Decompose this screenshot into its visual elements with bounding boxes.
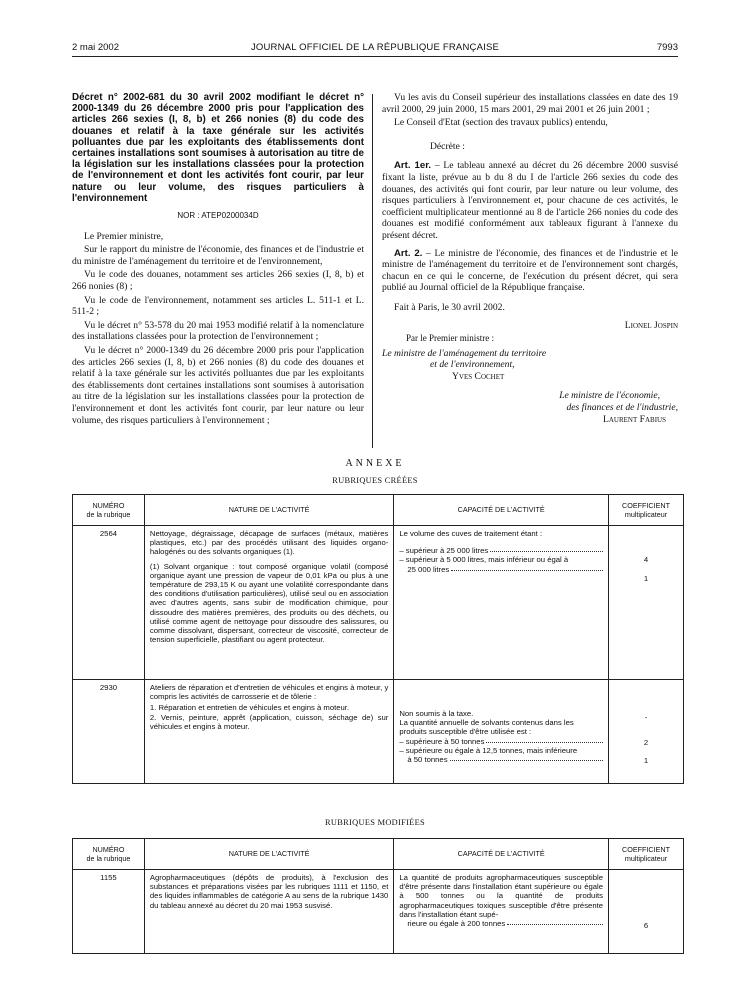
nature-cell (144, 870, 393, 954)
coefficient-value: 6 (643, 921, 649, 930)
col-header-numero-1: NUMÉRO (92, 844, 125, 854)
signature-jospin: Lionel Jospin (624, 319, 678, 331)
col-header-nature: NATURE DE L'ACTIVITÉ (144, 839, 393, 870)
coefficient-cell (609, 526, 684, 680)
minister-env-line-1: Le ministre de l'aménagement du territoire (382, 347, 547, 359)
dot-leader (450, 755, 603, 761)
col-header-coefficient (609, 495, 684, 526)
rubriques-creees-title: RUBRIQUES CRÉÉES (332, 476, 418, 485)
col-header-capacite: CAPACITÉ DE L'ACTIVITÉ (394, 495, 609, 526)
capacite-line: La quantité annuelle de solvants contenus dans les produits susceptible d'être utilisée est : (399, 718, 574, 737)
paragraph: Sur le rapport du ministre de l'économie, des finances et de l'industrie et du ministre de l'aménagement du territoire et de l'environnement, (72, 244, 364, 267)
nature-text: 2. Vernis, peinture, apprêt (application, cuisson, séchage de) sur véhicules et engins à moteur. (149, 712, 389, 731)
header-date: 2 mai 2002 (72, 42, 120, 53)
col-header-coef-1: COEFFICIENT (622, 844, 670, 854)
capacite-text: rieure ou égale à 200 tonnes (407, 919, 506, 929)
nature-cell (144, 526, 393, 680)
capacite-line: La quantité de produits agropharmaceutiques susceptible d'être présente dans l'installation étant supérieure ou égale à 500 tonnes ou la quantité de produits agropharmaceutiques toxiques susceptible d'être présente dans l'installation étant supé- (399, 873, 604, 919)
minister-env-line-2: et de l'environnement, (430, 359, 515, 371)
rubriques-creees-table (72, 494, 684, 784)
capacite-text: 25 000 litres (407, 564, 450, 574)
fait-a-paris: Fait à Paris, le 30 avril 2002. (394, 301, 505, 313)
header-page-number: 7993 (656, 42, 678, 53)
capacite-line (399, 565, 603, 574)
col-header-nature: NATURE DE L'ACTIVITÉ (144, 495, 393, 526)
capacite-head: Le volume des cuves de traitement étant : (399, 529, 543, 538)
rubriques-modifiees-table (72, 838, 684, 954)
capacite-line: Non soumis à la taxe. (399, 709, 474, 718)
nature-text: 1. Réparation et entretien de véhicules et engins à moteur. (149, 703, 350, 713)
capacite-text: – supérieure à 50 tonnes (399, 736, 485, 746)
nature-text: Nettoyage, dégraissage, décapage de surfaces (métaux, matières plastiques, etc.) par des procédés utilisant des liquides organo-halogénés ou des solvants organiques (1). (149, 529, 389, 557)
col-header-coef-2: multiplicateur (624, 510, 668, 519)
rubrique-number: 2564 (73, 526, 145, 680)
table-row (73, 526, 684, 680)
capacite-cell (394, 526, 609, 680)
par-le-premier-ministre: Par le Premier ministre : (406, 333, 494, 344)
article-2-text: – Le ministre de l'économie, des finances et de l'industrie et le ministre de l'aménagement du territoire et de l'environnement sont chargés, chacun en ce qui le concerne, de l'exécution du présent décret, qui sera publié au Journal officiel de la République française. (382, 247, 678, 294)
coefficient-cell (609, 870, 684, 954)
nature-text: Ateliers de réparation et d'entretien de véhicules et engins à moteur, y compris les activités de carrosserie et de tôlerie : (149, 683, 389, 702)
paragraph: Vu le décret n° 2000-1349 du 26 décembre 2000 pris pour l'application des articles 266 sexies (I, 8, b) et 266 nonies (8) du code des douanes et relatif à la taxe générale sur les activités polluantes due par les exploitants des établissements dont certaines installations sont soumises à autorisation au titre de la législation sur les installations classées pour la protection de l'environnement et dont les activités font courir, par leur nature ou leur volume, des risques particuliers à l'environnement ; (72, 344, 364, 426)
header-journal-title: JOURNAL OFFICIEL DE LA RÉPUBLIQUE FRANÇAISE (250, 42, 500, 53)
nature-cell (144, 680, 393, 784)
capacite-cell (394, 680, 609, 784)
capacite-line (399, 546, 603, 555)
article-1-text: – Le tableau annexé au décret du 26 décembre 2000 susvisé fixant la liste, prévue au b du 8 du I de l'article 266 sexies du code des douanes, des activités qui font courir, par leur nature ou leur volume, des risques particuliers à l'environnement et, pour chacune de ces activités, le coefficient multiplicateur mentionné au 8 de l'article 266 nonies du code des douanes est modifié conformément aux tableaux figurant à l'annexe du présent décret. (382, 160, 679, 241)
coefficient-value: 4 (643, 555, 649, 564)
paragraph: Vu le code des douanes, notamment ses articles 266 sexies (I, 8, b) et 266 nonies (8) ; (72, 269, 364, 292)
col-header-numero (73, 839, 145, 870)
annexe-title: ANNEXE (345, 458, 405, 469)
decree-title: Décret n° 2002-681 du 30 avril 2002 modifiant le décret n° 2000-1349 du 26 décembre 2000 pris pour l'application des articles 266 sexies (I, 8, b) et 266 nonies (8) du code des douanes et relatif à la taxe générale sur les activités polluantes due par les exploitants des établissements dont certaines installations sont soumises à autorisation au titre de la législation sur les installations classées pour la protection de l'environnement et dont les activités font courir, par leur nature ou leur volume, des risques particuliers à l'environnement (72, 92, 364, 204)
nature-text: Agropharmaceutiques (dépôts de produits), à l'exclusion des substances et préparations visées par les rubriques 1111 et 1150, et des liquides inflammables de catégorie A au sens de la rubrique 1430 du tableau annexé au décret du 20 mai 1953 susvisé. (149, 873, 389, 910)
coefficient-value: 1 (643, 756, 649, 766)
coefficient-value: 2 (643, 738, 649, 748)
rubriques-modifiees-title: RUBRIQUES MODIFIÉES (325, 818, 425, 827)
col-header-coef-1: COEFFICIENT (622, 500, 670, 510)
capacite-line: – supérieur à 5 000 litres, mais inférieur ou égal à (399, 555, 569, 565)
col-header-coef-2: multiplicateur (624, 854, 668, 863)
coefficient-value: 1 (643, 574, 649, 584)
minister-eco-line-2: des finances et de l'industrie, (566, 402, 678, 414)
col-header-coefficient (609, 839, 684, 870)
coefficient-value: - (644, 713, 648, 722)
dot-leader (486, 737, 603, 743)
right-column (382, 92, 678, 425)
nature-footnote: (1) Solvant organique : tout composé organique volatil (composé organique ayant une pression de vapeur de 0,01 kPa ou plus à une température de 293,15 K ou ayant une volatilité correspondante dans des conditions d'utilisation particulières), utilisé seul ou en association avec d'autres agents, sans subir de modification chimique, pour dissoudre des matières premières, des produits ou des déchets, ou utilisé comme agent de nettoyage pour dissoudre des salissures, ou comme dissolvant, dispersant, correcteur de viscosité, correcteur de tension superficielle, plastifiant ou agent protecteur. (149, 561, 389, 645)
coefficient-cell (609, 680, 684, 784)
dot-leader (490, 546, 603, 552)
table-header-row (73, 839, 684, 870)
dot-leader (507, 919, 603, 925)
capacite-line (399, 755, 603, 764)
capacite-line (399, 737, 603, 746)
paragraph: Vu le code de l'environnement, notamment ses articles L. 511-1 et L. 511-2 ; (72, 294, 364, 318)
paragraph: Le Conseil d'Etat (section des travaux publics) entendu, (394, 117, 608, 129)
signature-cochet: Yves Cochet (452, 370, 505, 382)
capacite-text: – supérieur à 25 000 litres (399, 546, 489, 556)
nor-reference: NOR : ATEP0200034D (177, 211, 259, 221)
minister-eco-line-1: Le ministre de l'économie, (559, 390, 660, 402)
paragraph: Le Premier ministre, (84, 230, 164, 242)
article-2-label: Art. 2. (394, 247, 423, 259)
decrete-label: Décrète : (430, 140, 465, 152)
table-row (73, 680, 684, 784)
col-header-numero-2: de la rubrique (86, 854, 131, 863)
rubrique-number: 1155 (73, 870, 145, 954)
dot-leader (451, 565, 603, 571)
col-header-capacite: CAPACITÉ DE L'ACTIVITÉ (394, 839, 609, 870)
article-2 (382, 248, 678, 294)
article-1-label: Art. 1er. (394, 160, 432, 172)
rubrique-number: 2930 (73, 680, 145, 784)
header-rule (72, 56, 678, 57)
table-row (73, 870, 684, 954)
col-header-numero (73, 495, 145, 526)
col-header-numero-2: de la rubrique (86, 510, 131, 519)
capacite-text: à 50 tonnes (407, 755, 448, 765)
paragraph: Vu le décret n° 53-578 du 20 mai 1953 modifié relatif à la nomenclature des installations classées pour la protection de l'environnement ; (72, 319, 364, 343)
capacite-cell (394, 870, 609, 954)
signature-fabius: Laurent Fabius (603, 413, 666, 425)
col-header-numero-1: NUMÉRO (92, 500, 125, 510)
left-column (72, 92, 364, 428)
column-divider (372, 94, 373, 448)
article-1 (382, 160, 678, 241)
paragraph: Vu les avis du Conseil supérieur des installations classées en date des 19 avril 2000, 29 juin 2000, 15 mars 2001, 29 mai 2001 et 26 juin 2001 ; (382, 92, 678, 115)
table-header-row (73, 495, 684, 526)
capacite-line (399, 919, 603, 928)
capacite-line: – supérieure ou égale à 12,5 tonnes, mais inférieure (399, 745, 578, 755)
